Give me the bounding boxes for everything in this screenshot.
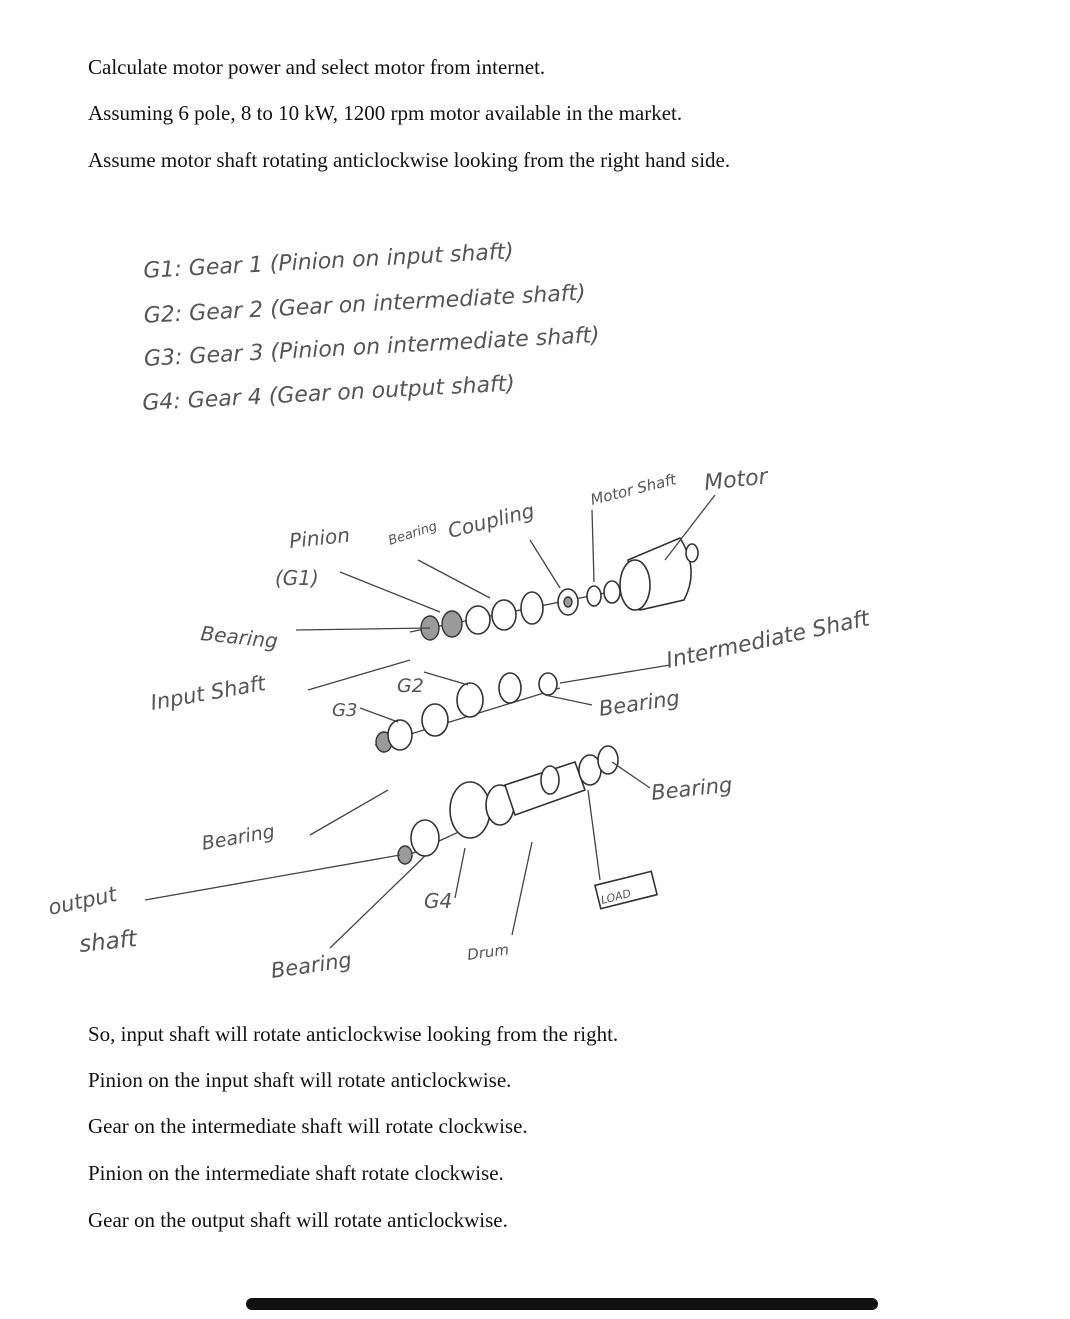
label-g1: (G1) (275, 566, 319, 590)
label-coupling: Coupling (445, 498, 537, 543)
label-motor-shaft: Motor Shaft (588, 470, 678, 509)
legend-g2: G2: Gear 2 (Gear on intermediate shaft) (143, 280, 587, 329)
legend-g1: G1: Gear 1 (Pinion on input shaft) (142, 239, 515, 284)
label-output-shaft-1: output (46, 882, 119, 920)
conclusion-line-1: So, input shaft will rotate anticlockwise looking from the right. (88, 1022, 619, 1046)
conclusion-line-3: Gear on the intermediate shaft will rotate clockwise. (88, 1114, 528, 1138)
intro-line-1: Calculate motor power and select motor from internet. (88, 55, 546, 79)
label-pinion: Pinion (288, 522, 351, 553)
label-g3: G3 (332, 700, 358, 721)
diagram-labels (46, 464, 873, 983)
output-assembly (398, 746, 657, 909)
label-intermediate-shaft: Intermediate Shaft (664, 606, 872, 674)
label-bearing-intermediate: Bearing (597, 685, 682, 721)
conclusion-line-2: Pinion on the input shaft will rotate anticlockwise. (88, 1068, 512, 1092)
legend-g3: G3: Gear 3 (Pinion on intermediate shaft) (143, 322, 601, 372)
label-load: LOAD (599, 886, 633, 907)
home-indicator[interactable] (246, 1298, 878, 1310)
label-bearing-bottom: Bearing (269, 947, 354, 983)
intro-line-2: Assuming 6 pole, 8 to 10 kW, 1200 rpm motor available in the market. (88, 101, 683, 125)
label-bearing-mid-left: Bearing (200, 820, 277, 855)
legend (135, 235, 603, 416)
conclusion-line-5: Gear on the output shaft will rotate anticlockwise. (88, 1208, 508, 1232)
conclusion-line-4: Pinion on the intermediate shaft rotate clockwise. (88, 1161, 504, 1185)
input-assembly (410, 538, 698, 640)
label-bearing-top: Bearing (386, 518, 440, 549)
label-g2: G2 (397, 675, 424, 697)
label-bearing-left: Bearing (199, 621, 279, 654)
label-output-shaft-2: shaft (77, 926, 139, 958)
legend-g4: G4: Gear 4 (Gear on output shaft) (141, 371, 516, 416)
label-motor: Motor (703, 464, 769, 496)
label-g4: G4 (424, 889, 453, 913)
label-drum: Drum (466, 940, 510, 964)
intro-line-3: Assume motor shaft rotating anticlockwise looking from the right hand side. (88, 148, 731, 172)
label-bearing-right: Bearing (650, 772, 734, 805)
label-input-shaft: Input Shaft (148, 671, 268, 715)
